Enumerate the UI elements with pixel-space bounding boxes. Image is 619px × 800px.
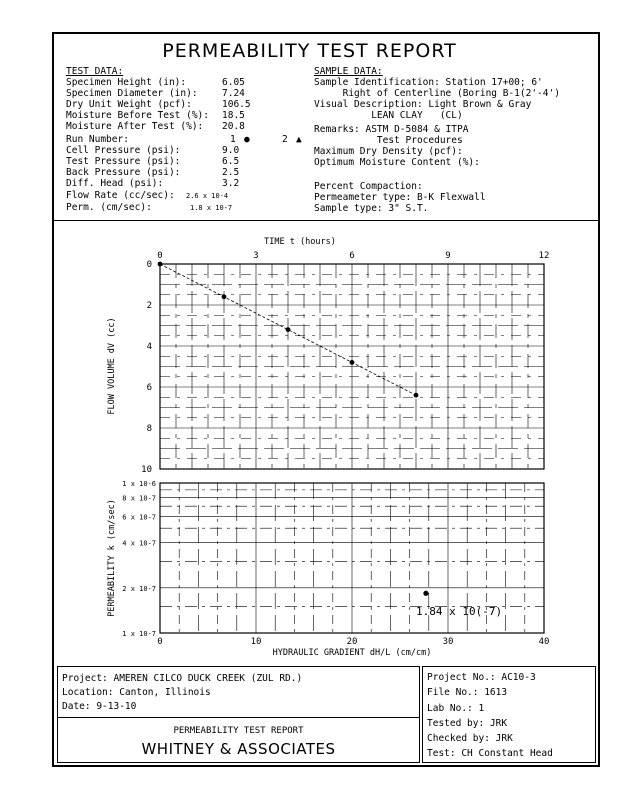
- test-data-row: Moisture Before Test (%):: [66, 110, 209, 121]
- footer-project-box: [57, 666, 420, 763]
- flow-y-tick: 10: [141, 465, 152, 475]
- footer-lab-no: Lab No.: 1: [427, 703, 485, 714]
- perm-x-tick: 40: [538, 637, 550, 647]
- flow-x-tick: 12: [538, 251, 550, 261]
- footer-divider: [58, 717, 419, 718]
- test-data-value: 9.0: [222, 145, 240, 156]
- perm-y-tick: 2 x 10-7: [122, 584, 156, 593]
- sample-data-line: Permeameter type: B-K Flexwall: [314, 192, 486, 203]
- sample-data-line: Right of Centerline (Boring B-1(2'-4'): [314, 88, 560, 99]
- test-data-value: 2.5: [222, 167, 240, 178]
- footer-report-title: PERMEABILITY TEST REPORT: [173, 726, 304, 736]
- footer-project: Project: AMEREN CILCO DUCK CREEK (ZUL RD.): [62, 673, 303, 684]
- perm-y-tick: 1 x 10-7: [122, 630, 156, 638]
- sample-data-line: Visual Description: Light Brown & Gray: [314, 99, 532, 110]
- test-data-row: Back Pressure (psi):: [66, 167, 181, 178]
- perm-annotation: 1.84 x 10(-7): [416, 605, 503, 618]
- flow-x-tick: 6: [349, 251, 355, 261]
- footer-tested-by: Tested by: JRK: [427, 718, 508, 729]
- footer-info-box: [422, 666, 596, 763]
- perm-y-axis-label: PERMEABILITY k (cm/sec): [107, 499, 117, 617]
- flow-y-tick: 4: [146, 342, 152, 352]
- perm-x-tick: 20: [346, 637, 358, 647]
- sample-data-heading: SAMPLE DATA:: [314, 66, 383, 77]
- test-data-value: 18.5: [222, 110, 245, 121]
- test-data-row: Dry Unit Weight (pcf):: [66, 99, 192, 110]
- footer-location: Location: Canton, Illinois: [62, 687, 211, 698]
- company-name: WHITNEY & ASSOCIATES: [141, 740, 336, 758]
- test-data-row: Flow Rate (cc/sec):: [66, 190, 175, 201]
- sample-data-line: Remarks: ASTM D-5084 & ITPA: [314, 124, 469, 135]
- flow-y-tick: 0: [146, 260, 152, 270]
- section-divider: [54, 220, 598, 221]
- flow-volume-chart: [100, 234, 570, 478]
- test-data-row: Moisture After Test (%):: [66, 121, 204, 132]
- perm-x-axis-label: HYDRAULIC GRADIENT dH/L (cm/cm): [272, 648, 432, 658]
- sample-data-line: Percent Compaction:: [314, 181, 423, 192]
- perm-x-tick: 10: [250, 637, 262, 647]
- test-data-value: 1.8 x 10-7: [190, 204, 233, 212]
- flow-y-axis-label: FLOW VOLUME dV (cc): [107, 317, 117, 415]
- permeability-chart: [100, 478, 570, 658]
- report-title: PERMEABILITY TEST REPORT: [162, 40, 457, 62]
- flow-y-tick: 2: [146, 301, 152, 311]
- sample-data-line: Sample Identification: Station 17+00; 6': [314, 77, 543, 88]
- footer-file-no: File No.: 1613: [427, 687, 508, 698]
- test-data-row: Specimen Diameter (in):: [66, 88, 198, 99]
- sample-data-line: LEAN CLAY (CL): [314, 110, 463, 121]
- flow-data-point: [350, 360, 355, 365]
- test-data-value: 20.8: [222, 121, 245, 132]
- test-data-row: Cell Pressure (psi):: [66, 145, 181, 156]
- run-number-2: 2: [282, 134, 288, 145]
- perm-y-tick: 8 x 10-7: [122, 494, 156, 503]
- footer-date: Date: 9-13-10: [62, 701, 137, 712]
- flow-data-point: [414, 393, 419, 398]
- test-data-row: Perm. (cm/sec):: [66, 202, 152, 213]
- run-number-label: Run Number:: [66, 134, 129, 145]
- footer-project-no: Project No.: AC10-3: [427, 672, 536, 683]
- test-data-heading: TEST DATA:: [66, 66, 124, 77]
- flow-data-point: [286, 327, 291, 332]
- flow-data-point: [222, 294, 227, 299]
- perm-data-point: [423, 591, 428, 596]
- footer-checked-by: Checked by: JRK: [427, 733, 513, 744]
- flow-x-tick: 9: [445, 251, 451, 261]
- flow-x-tick: 3: [253, 251, 259, 261]
- flow-y-tick: 8: [146, 424, 152, 434]
- test-data-value: 6.05: [222, 77, 245, 88]
- flow-x-axis-label: TIME t (hours): [264, 237, 336, 247]
- sample-data-line: Test Procedures: [314, 135, 463, 146]
- sample-data-line: Sample type: 3" S.T.: [314, 203, 429, 214]
- sample-data-line: Optimum Moisture Content (%):: [314, 157, 480, 168]
- test-data-value: 2.6 x 10-4: [186, 192, 229, 200]
- test-data-value: 7.24: [222, 88, 245, 99]
- run-number-1: 1: [230, 134, 236, 145]
- sample-data-line: Maximum Dry Density (pcf):: [314, 146, 463, 157]
- run-marker-circle-icon: ●: [244, 134, 250, 145]
- test-data-value: 6.5: [222, 156, 240, 167]
- flow-data-point: [158, 262, 163, 267]
- flow-x-tick: 0: [157, 251, 163, 261]
- test-data-row: Diff. Head (psi):: [66, 178, 164, 189]
- test-data-row: Specimen Height (in):: [66, 77, 187, 88]
- perm-y-tick: 6 x 10-7: [122, 513, 156, 522]
- perm-x-tick: 30: [442, 637, 454, 647]
- perm-x-tick: 0: [157, 637, 163, 647]
- run-marker-triangle-icon: ▲: [296, 134, 302, 145]
- test-data-row: Test Pressure (psi):: [66, 156, 181, 167]
- footer-test-type: Test: CH Constant Head: [427, 748, 553, 759]
- flow-y-tick: 6: [146, 383, 152, 393]
- test-data-value: 106.5: [222, 99, 251, 110]
- test-data-value: 3.2: [222, 178, 240, 189]
- perm-y-tick: 1 x 10-6: [122, 480, 156, 488]
- perm-y-tick: 4 x 10-7: [122, 539, 156, 548]
